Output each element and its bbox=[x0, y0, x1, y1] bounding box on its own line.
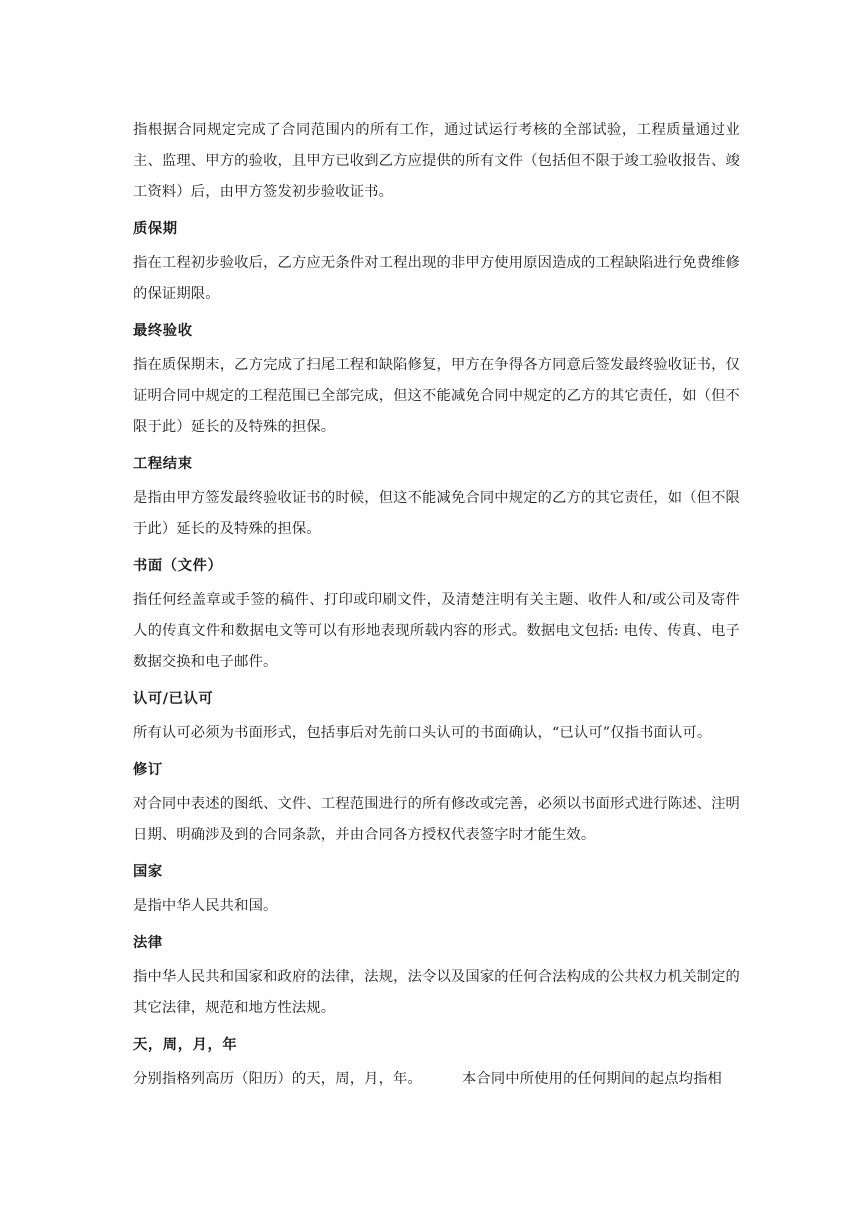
definition-warranty-period: 指在工程初步验收后，乙方应无条件对工程出现的非甲方使用原因造成的工程缺陷进行免费维修的保证期限。 bbox=[133, 255, 740, 302]
definition-country: 是指中华人民共和国。 bbox=[133, 898, 278, 914]
term-heading-amendment: 修订 bbox=[133, 762, 163, 778]
definition-law: 指中华人民共和国家和政府的法律，法规，法令以及国家的任何合法构成的公共权力机关制定的其它法律，规范和地方性法规。 bbox=[133, 969, 740, 1016]
intro-paragraph: 指根据合同规定完成了合同范围内的所有工作，通过试运行考核的全部试验，工程质量通过业主、监理、甲方的验收，且甲方已收到乙方应提供的所有文件（包括但不限于竣工验收报告、竣工资料）后，由甲方签发初步验收证书。 bbox=[133, 122, 740, 200]
definition-time-units-main: 分别指格列高历（阳历）的天，周，月，年。 bbox=[133, 1071, 422, 1087]
term-heading-warranty-period: 质保期 bbox=[133, 221, 178, 237]
definition-project-completion: 是指由甲方签发最终验收证书的时候，但这不能减免合同中规定的乙方的其它责任，如（但不限于此）延长的及特殊的担保。 bbox=[133, 490, 740, 537]
term-heading-approval: 认可/已认可 bbox=[133, 691, 214, 707]
term-heading-law: 法律 bbox=[133, 935, 163, 951]
term-heading-written-document: 书面（文件） bbox=[133, 558, 223, 574]
definition-final-acceptance: 指在质保期末，乙方完成了扫尾工程和缺陷修复，甲方在争得各方同意后签发最终验收证书，仅证明合同中规定的工程范围已全部完成，但这不能减免合同中规定的乙方的其它责任，如（但不限于此）延长的及特殊的担保。 bbox=[133, 357, 740, 435]
term-heading-time-units: 天，周，月，年 bbox=[133, 1037, 238, 1053]
definition-time-units bbox=[133, 1064, 740, 1095]
definition-written-document: 指任何经盖章或手签的稿件、打印或印刷文件，及清楚注明有关主题、收件人和/或公司及寄件人的传真文件和数据电文等可以有形地表现所载内容的形式。数据电文包括: 电传、传真、电子数据交换和电子邮件。 bbox=[133, 592, 740, 670]
term-heading-project-completion: 工程结束 bbox=[133, 456, 193, 472]
term-heading-final-acceptance: 最终验收 bbox=[133, 323, 193, 339]
term-heading-country: 国家 bbox=[133, 864, 163, 880]
definition-time-units-tail: 本合同中所使用的任何期间的起点均指相 bbox=[461, 1071, 722, 1087]
definition-approval: 所有认可必须为书面形式，包括事后对先前口头认可的书面确认，“已认可”仅指书面认可。 bbox=[133, 725, 712, 741]
definition-amendment: 对合同中表述的图纸、文件、工程范围进行的所有修改或完善，必须以书面形式进行陈述、注明日期、明确涉及到的合同条款，并由合同各方授权代表签字时才能生效。 bbox=[133, 796, 740, 843]
